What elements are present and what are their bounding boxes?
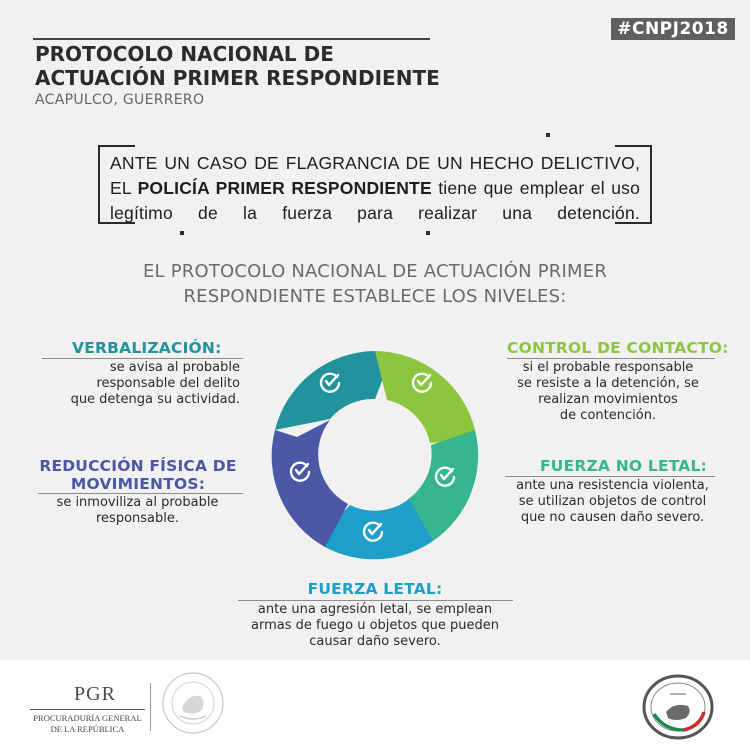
- fuerza-no-letal-desc-2: se utilizan objetos de control: [518, 494, 707, 509]
- control-contacto-title: CONTROL DE CONTACTO:: [507, 339, 729, 357]
- hashtag-badge: #CNPJ2018: [611, 18, 735, 40]
- levels-heading-line-2: RESPONDIENTE ESTABLECE LOS NIVELES:: [183, 286, 567, 307]
- pgr-logo-subtitle: [30, 713, 145, 735]
- fuerza-letal-rule: [238, 600, 513, 601]
- levels-heading-line-1: EL PROTOCOLO NACIONAL DE ACTUACIÓN PRIMER: [142, 261, 608, 282]
- location-subtitle: ACAPULCO, GUERRERO: [35, 92, 205, 108]
- reduccion-fisica-title-1: REDUCCIÓN FÍSICA DE: [39, 457, 237, 475]
- title-rule: [33, 38, 430, 40]
- reduccion-fisica-desc-1: se inmoviliza al probable: [56, 495, 219, 510]
- control-contacto-desc-4: de contención.: [559, 408, 657, 423]
- statement-frame-left: [98, 145, 100, 224]
- control-contacto-rule: [507, 358, 715, 359]
- fuerza-letal-desc-1: ante una agresión letal, se emplean: [257, 602, 493, 617]
- fuerza-no-letal-title: FUERZA NO LETAL:: [540, 457, 707, 475]
- fuerza-letal-desc-3: causar daño severo.: [309, 634, 441, 649]
- statement-frame-top-right: [615, 145, 652, 147]
- reduccion-fisica-title: [38, 457, 238, 493]
- statement-frame-right: [650, 145, 652, 224]
- verbalizacion-desc-3: que detenga su actividad.: [70, 392, 240, 407]
- verbalizacion-rule: [42, 358, 243, 359]
- cnpj-seal-icon: [640, 672, 716, 742]
- control-contacto-desc-1: si el probable responsable: [522, 360, 694, 375]
- reduccion-fisica-desc: [35, 495, 240, 527]
- fuerza-no-letal-desc: [500, 478, 725, 526]
- mexico-seal-icon: [160, 670, 226, 736]
- fuerza-no-letal-desc-3: que no causen daño severo.: [520, 510, 705, 525]
- statement-part-1: ANTE UN CASO DE FLAGRANCIA DE UN HECHO DELICTIVO, EL: [110, 153, 640, 198]
- reduccion-fisica-rule: [38, 493, 243, 494]
- fuerza-no-letal-desc-1: ante una resistencia violenta,: [516, 478, 709, 493]
- control-contacto-desc-3: realizan movimientos: [538, 392, 678, 407]
- fuerza-letal-desc: [215, 602, 535, 650]
- reduccion-fisica-desc-2: responsable.: [95, 511, 179, 526]
- frame-tick-bottom-mid: [426, 231, 430, 235]
- page-title: [35, 42, 455, 90]
- fuerza-letal-desc-2: armas de fuego u objetos que pueden: [251, 618, 499, 633]
- statement-bold: POLICÍA PRIMER RESPONDIENTE: [137, 178, 432, 198]
- pgr-subtitle-1: PROCURADURÍA GENERAL: [33, 713, 142, 723]
- pgr-logo-text: PGR: [74, 683, 116, 705]
- frame-tick-bottom-left: [180, 231, 184, 235]
- title-line-1: PROTOCOLO NACIONAL DE: [35, 42, 334, 66]
- verbalizacion-desc: [30, 360, 240, 408]
- levels-cycle-diagram: [262, 350, 488, 560]
- fuerza-no-letal-rule: [505, 476, 715, 477]
- verbalizacion-desc-2: responsable del delito: [96, 376, 240, 391]
- statement-frame-top-left: [98, 145, 135, 147]
- statement-part-2: tiene que emplear el uso legítimo de la fuerza para realizar una detención.: [110, 178, 641, 223]
- frame-tick-top: [546, 133, 550, 137]
- pgr-logo-rule: [30, 709, 145, 710]
- verbalizacion-title: VERBALIZACIÓN:: [72, 339, 222, 357]
- pgr-subtitle-2: DE LA REPÚBLICA: [50, 724, 125, 734]
- reduccion-fisica-title-2: MOVIMIENTOS:: [70, 475, 206, 493]
- verbalizacion-desc-1: se avisa al probable: [109, 360, 240, 375]
- levels-heading: [60, 259, 690, 309]
- fuerza-letal-title: FUERZA LETAL:: [307, 580, 443, 598]
- footer-divider: [150, 683, 151, 731]
- control-contacto-desc-2: se resiste a la detención, se: [517, 376, 699, 391]
- statement-text: [110, 151, 640, 226]
- control-contacto-desc: [497, 360, 719, 424]
- title-line-2: ACTUACIÓN PRIMER RESPONDIENTE: [35, 66, 440, 90]
